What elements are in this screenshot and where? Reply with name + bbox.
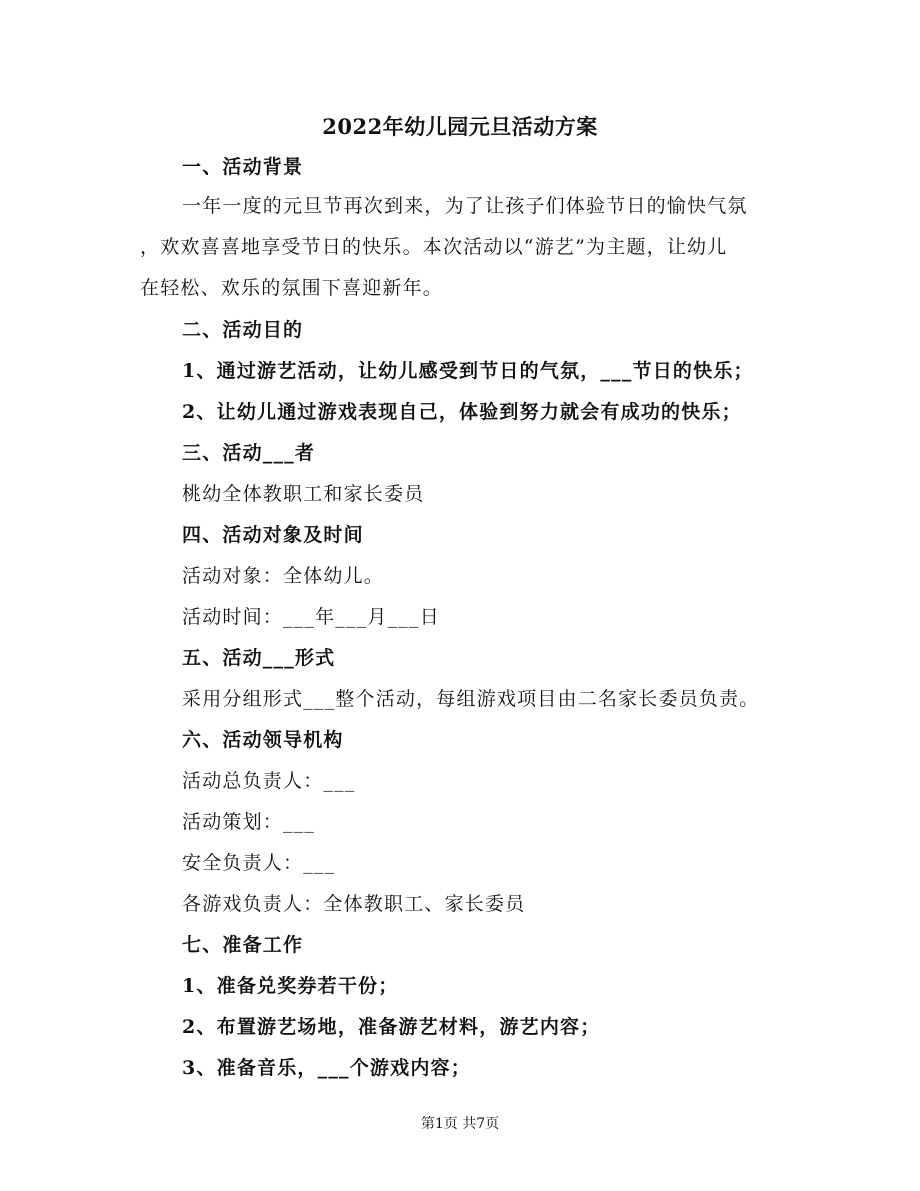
section-heading-participants: 三、活动___者	[182, 442, 316, 464]
games-leader-line: 各游戏负责人：全体教职工、家长委员	[182, 893, 526, 915]
activity-time: 活动时间：___年___月___日	[182, 606, 440, 628]
section-heading-purpose: 二、活动目的	[182, 319, 304, 341]
section-heading-target-time: 四、活动对象及时间	[182, 524, 364, 546]
activity-target: 活动对象：全体幼儿。	[182, 565, 385, 587]
section-heading-form: 五、活动___形式	[182, 647, 336, 669]
participants-text: 桃幼全体教职工和家长委员	[182, 483, 425, 505]
background-paragraph-line-2: ，欢欢喜喜地享受节日的快乐。本次活动以“游艺”为主题，让幼儿	[140, 236, 728, 258]
background-paragraph-line-3: 在轻松、欢乐的氛围下喜迎新年。	[140, 277, 444, 299]
preparation-item-1: 1、准备兑奖券若干份；	[182, 975, 399, 997]
section-heading-background: 一、活动背景	[182, 156, 304, 178]
purpose-item-2: 2、让幼儿通过游戏表现自己，体验到努力就会有成功的快乐；	[182, 401, 742, 423]
purpose-item-1: 1、通过游艺活动，让幼儿感受到节日的气氛，___节日的快乐；	[182, 360, 754, 382]
preparation-item-3: 3、准备音乐，___个游戏内容；	[182, 1057, 471, 1079]
form-text: 采用分组形式___整个活动，每组游戏项目由二名家长委员负责。	[182, 688, 760, 710]
leader-line: 活动总负责人：___	[182, 770, 356, 792]
background-paragraph-line-1: 一年一度的元旦节再次到来，为了让孩子们体验节日的愉快气氛	[182, 195, 748, 217]
background-paragraph	[140, 186, 780, 309]
preparation-item-2: 2、布置游艺场地，准备游艺材料，游艺内容；	[182, 1016, 601, 1038]
section-heading-preparation: 七、准备工作	[182, 934, 304, 956]
document-title: 2022年幼儿园元旦活动方案	[322, 114, 598, 139]
page-number-footer: 第1页 共7页	[420, 1116, 500, 1132]
planner-line: 活动策划：___	[182, 811, 316, 833]
safety-line: 安全负责人：___	[182, 852, 336, 874]
section-heading-leadership: 六、活动领导机构	[182, 729, 344, 751]
